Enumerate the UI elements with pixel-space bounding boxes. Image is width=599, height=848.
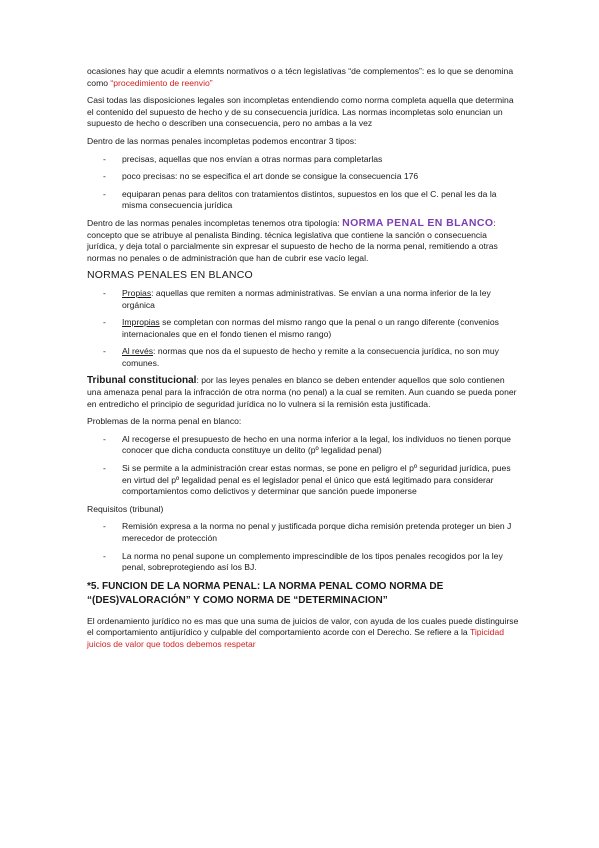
bullet-dash: - [103,433,106,444]
bullet-dash: - [103,153,106,164]
list-tipos [87,154,519,212]
list-clases [87,288,519,370]
list-problemas [87,434,519,498]
bullet-dash: - [103,287,106,298]
paragraph-text: El ordenamiento jurídico no es mas que una suma de juicios de valor, con ayuda de los cuales puede distinguirse el comportamiento antijurídico y culpable del comportamiento acorde con el Derecho. Se refiere a la [87,615,519,638]
list-item-text: Si se permite a la administración crear estas normas, se pone en peligro el pº seguridad jurídica, pues en virtud del pº legalidad penal es el legislador penal el único que está legitimado para considerar comportamientos como delictivos y determinar que sanción puede imponerse [122,463,511,497]
list-item [87,171,519,183]
list-item [87,317,519,340]
list-item [87,551,519,574]
list-item-text: La norma no penal supone un complemento imprescindible de los tipos penales recogidos por la ley penal, sobreprotegiendo así los BJ. [122,550,503,573]
list-item-text: se completan con normas del mismo rango que la penal o un rango diferente (convenios internacionales que en el fondo tienen el mismo rango) [122,317,499,339]
highlight-reenvio: “procedimiento de reenvio” [110,77,213,88]
paragraph-text: : concepto que se atribuye al penalista Binding. técnica legislativa que contiene la sanción o consecuencia jurídica, y deja total o parcialmente sin expresar el supuesto de hecho de la norma penal, remitiendo a otras normas no penales o de administración que han de cubrir ese vacío legal. [87,217,498,263]
paragraph-text: ocasiones hay que acudir a elemnts normativos o a técn legislativas “de complementos”: es lo que se denomina como [87,66,514,88]
paragraph-norma-penal-blanco [87,218,519,264]
list-item-text: : normas que nos da el supuesto de hecho y remite a la consecuencia jurídica, no son muy comunes. [122,346,499,368]
list-item [87,288,519,311]
paragraph-text: Dentro de las normas penales incompletas tenemos otra tipología: [87,217,343,228]
paragraph-problemas: Problemas de la norma penal en blanco: [87,416,242,427]
bullet-dash: - [103,521,106,532]
paragraph-incompletas: Casi todas las disposiciones legales son incompletas entendiendo como norma completa aquella que determina el contenido del supuesto de hecho y de su consecuencia jurídica. Las normas incompletas solo enuncian un supuesto de hecho o describen una consecuencia, pero no ambas a la vez [87,95,514,129]
list-requisitos [87,521,519,573]
paragraph-requisitos: Requisitos (tribunal) [87,503,164,514]
bullet-dash: - [103,317,106,328]
list-item [87,189,519,212]
highlight-tipicidad: Tipicidad juicios de valor que todos debemos respetar [87,627,505,649]
list-item-text: Remisión expresa a la norma no penal y justificada porque dicha remisión pretenda proteger un bien J merecedor de protección [122,521,512,543]
list-item-text: Al recogerse el presupuesto de hecho en una norma inferior a la legal, los individuos no tienen porque conocer que dicha conducta constituye un delito (pº legalidad penal) [122,433,511,456]
list-item [87,463,519,498]
list-item [87,521,519,544]
bullet-dash: - [103,346,106,357]
list-item-text: : aquellas que remiten a normas administrativas. Se envían a una norma inferior de la ley orgánica [122,287,491,310]
term-impropias: Impropias [122,317,160,328]
list-item-text: precisas, aquellas que nos envían a otras normas para completarlas [122,153,383,164]
section-title-funcion-norma-penal: *5. FUNCION DE LA NORMA PENAL: LA NORMA PENAL COMO NORMA DE “(DES)VALORACIÓN” Y COMO NORMA DE “DETERMINACION” [87,580,444,606]
term-al-reves: Al revés [122,346,154,357]
bullet-dash: - [103,171,106,182]
paragraph-reenvio [87,66,519,89]
paragraph-tipos-intro: Dentro de las normas penales incompletas podemos encontrar 3 tipos: [87,135,357,146]
bullet-dash: - [103,463,106,474]
lead-tribunal-constitucional: Tribunal constitucional [87,375,197,387]
bullet-dash: - [103,550,106,561]
list-item-text: equiparan penas para delitos con tratamientos distintos, supuestos en los que el C. penal les da la misma consecuencia jurídica [122,188,497,211]
list-item [87,434,519,457]
list-item [87,154,519,166]
list-item-text: poco precisas: no se especifica el art donde se consigue la consecuencia 176 [122,171,419,182]
paragraph-tribunal-constitucional [87,375,519,410]
bullet-dash: - [103,188,106,199]
list-item [87,346,519,369]
heading-normas-penales-blanco: NORMAS PENALES EN BLANCO [87,269,253,282]
document-page [87,66,519,657]
term-propias: Propias [122,287,152,298]
highlight-norma-penal-blanco: NORMA PENAL EN BLANCO [342,216,494,229]
paragraph-ordenamiento [87,616,519,651]
paragraph-text: : por las leyes penales en blanco se deben entender aquellos que solo contienen una amenaza penal para la infracción de otra norma (no penal) a la cual se remiten. Aun cuando se pueda poner en entredicho el principio de seguridad jurídica no lo vulnera si la remisión esta justificada. [87,375,517,409]
